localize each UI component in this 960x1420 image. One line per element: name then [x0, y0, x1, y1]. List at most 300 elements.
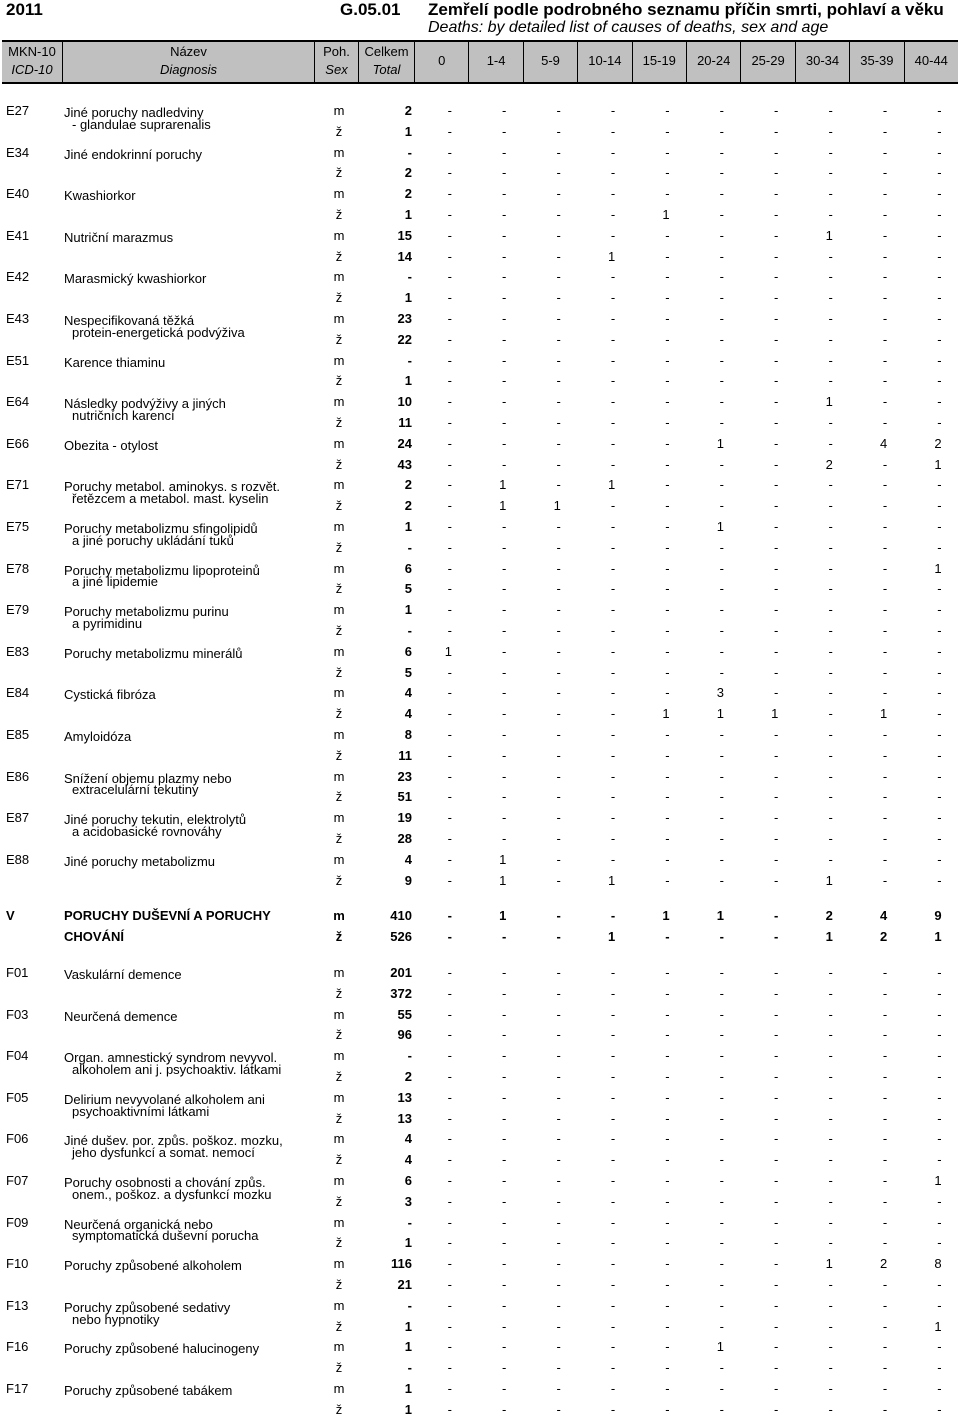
table-row: [0, 1024, 960, 1045]
total-cell: -: [407, 352, 412, 368]
diagnosis-name: Delirium nevyvolané alkoholem ani: [64, 1091, 265, 1107]
age-value-cell: -: [665, 664, 670, 680]
total-cell: 372: [390, 985, 412, 1001]
diagnosis-name: Kwashiorkor: [64, 188, 136, 204]
age-value-cell: -: [774, 331, 779, 347]
sex-cell: ž: [335, 789, 343, 805]
diagnosis-name: Jiné poruchy tekutin, elektrolytů: [64, 812, 247, 828]
age-value-cell: -: [610, 685, 616, 701]
total-cell: 1: [404, 519, 412, 534]
age-value-cell: -: [665, 1381, 670, 1396]
age-value-cell: -: [610, 727, 616, 742]
age-value-cell: -: [828, 831, 833, 846]
age-value-cell: -: [882, 103, 888, 118]
sex-cell: m: [333, 269, 345, 285]
diagnosis-name: Poruchy metabolizmu sfingolipidů: [64, 521, 258, 536]
age-value-cell: 2: [879, 929, 888, 945]
header-code: MKN-10 ICD-10: [8, 44, 56, 77]
age-value-cell: -: [719, 186, 724, 202]
sex-cell: m: [333, 1173, 345, 1188]
age-value-cell: -: [447, 539, 452, 555]
age-value-cell: -: [502, 1297, 507, 1313]
table-row: [0, 724, 960, 745]
age-value-cell: -: [774, 123, 779, 139]
age-value-cell: -: [774, 929, 779, 945]
age-value-cell: -: [828, 186, 833, 202]
table-row: [0, 1253, 960, 1274]
age-value-cell: 1: [825, 1256, 833, 1272]
age-value-cell: -: [882, 643, 888, 659]
total-cell: 1: [404, 123, 412, 139]
age-value-cell: -: [828, 1110, 833, 1126]
age-value-cell: -: [502, 352, 507, 368]
age-value-cell: -: [882, 685, 888, 701]
age-value-cell: 1: [607, 477, 616, 493]
age-value-cell: -: [665, 373, 670, 389]
age-value-cell: -: [937, 311, 942, 326]
age-value-cell: -: [556, 685, 561, 701]
age-value-cell: -: [556, 560, 561, 576]
age-value-cell: -: [610, 498, 616, 514]
age-value-cell: -: [665, 1256, 670, 1272]
age-value-cell: -: [556, 706, 561, 722]
diagnosis-name-line2: jeho dysfunkcí a somat. nemocí: [72, 1145, 255, 1161]
age-value-cell: -: [502, 207, 507, 222]
age-value-cell: -: [665, 872, 670, 888]
age-value-cell: -: [719, 248, 724, 264]
age-value-cell: -: [719, 207, 724, 222]
age-value-cell: -: [882, 1173, 888, 1188]
age-value-cell: -: [774, 435, 779, 451]
age-value-cell: -: [774, 186, 779, 202]
age-value-cell: -: [719, 456, 724, 472]
total-cell: 23: [397, 311, 412, 326]
sex-cell: ž: [335, 831, 343, 846]
age-value-cell: -: [719, 1110, 724, 1126]
age-value-cell: -: [937, 1360, 942, 1376]
age-value-cell: -: [937, 373, 942, 389]
age-value-cell: -: [828, 1006, 833, 1022]
age-value-cell: -: [447, 1152, 452, 1168]
age-value-cell: -: [447, 207, 452, 222]
total-cell: -: [407, 1360, 412, 1376]
diagnosis-code: E86: [6, 768, 30, 784]
age-value-cell: -: [447, 352, 452, 368]
sex-cell: m: [333, 727, 345, 742]
age-value-cell: -: [610, 456, 616, 472]
diagnosis-name: Neurčená organická nebo: [64, 1216, 213, 1232]
age-value-cell: -: [828, 623, 833, 638]
age-value-cell: -: [556, 1214, 561, 1230]
age-value-cell: -: [774, 456, 779, 472]
age-value-cell: -: [447, 331, 452, 347]
diagnosis-code: E64: [6, 394, 30, 410]
total-cell: 4: [404, 706, 412, 722]
age-value-cell: 8: [934, 1256, 942, 1272]
sex-cell: m: [333, 560, 345, 576]
sex-cell: ž: [335, 623, 343, 638]
total-cell: 2: [404, 1069, 412, 1084]
age-value-cell: -: [719, 851, 724, 867]
age-value-cell: -: [937, 1235, 942, 1251]
age-value-cell: 3: [716, 685, 724, 701]
age-value-cell: -: [882, 623, 888, 638]
age-value-cell: -: [447, 1173, 452, 1188]
age-value-cell: -: [828, 985, 833, 1001]
age-value-cell: -: [719, 1381, 724, 1396]
diagnosis-code: F07: [6, 1173, 29, 1188]
age-value-cell: -: [665, 1089, 670, 1105]
age-value-cell: -: [447, 851, 452, 867]
age-value-cell: -: [610, 227, 616, 243]
total-cell: 526: [390, 929, 412, 945]
age-value-cell: -: [556, 1297, 561, 1313]
diagnosis-code: E27: [6, 103, 30, 118]
age-value-cell: -: [774, 1131, 779, 1147]
age-value-cell: -: [719, 477, 724, 493]
age-value-cell: -: [828, 1360, 833, 1376]
age-value-cell: -: [719, 768, 724, 784]
age-value-cell: -: [719, 1360, 724, 1376]
total-cell: -: [407, 623, 412, 638]
age-value-cell: -: [556, 227, 561, 243]
age-value-cell: -: [774, 207, 779, 222]
age-value-cell: -: [882, 165, 888, 181]
age-value-cell: -: [610, 1006, 616, 1022]
age-value-cell: -: [937, 519, 942, 534]
total-cell: -: [407, 1297, 412, 1313]
age-value-cell: 2: [825, 456, 833, 472]
age-value-cell: -: [882, 456, 888, 472]
age-value-cell: -: [882, 831, 888, 846]
age-value-cell: -: [502, 789, 507, 805]
age-value-cell: -: [882, 269, 888, 285]
diagnosis-name: Nutriční marazmus: [64, 229, 174, 245]
age-value-cell: -: [719, 373, 724, 389]
age-value-cell: -: [719, 1214, 724, 1230]
diagnosis-code: E41: [6, 227, 30, 243]
diagnosis-name-line2: řetězcem a metabol. mast. kyselin: [72, 491, 269, 507]
age-value-cell: -: [556, 1089, 561, 1105]
age-value-cell: -: [556, 965, 561, 980]
age-value-cell: -: [610, 1339, 616, 1355]
diagnosis-code: F09: [6, 1214, 29, 1230]
age-value-cell: -: [882, 1318, 888, 1334]
age-value-cell: -: [665, 1401, 670, 1417]
age-value-cell: -: [665, 477, 670, 493]
age-value-cell: -: [610, 602, 616, 618]
age-value-cell: -: [502, 929, 507, 945]
age-value-cell: -: [882, 872, 888, 888]
age-value-cell: -: [882, 373, 888, 389]
age-value-cell: -: [774, 1277, 779, 1292]
diagnosis-name: Amyloidóza: [64, 729, 132, 744]
age-value-cell: -: [937, 352, 942, 368]
age-value-cell: -: [556, 1069, 561, 1084]
age-value-cell: -: [447, 560, 452, 576]
diagnosis-name-line2: onem., poškoz. a dysfunkcí mozku: [72, 1186, 272, 1202]
age-value-cell: -: [937, 1152, 942, 1168]
sex-cell: m: [333, 602, 345, 618]
table-row: [0, 454, 960, 475]
age-value-cell: -: [774, 965, 779, 980]
age-value-cell: -: [828, 1318, 833, 1334]
age-value-cell: -: [610, 394, 616, 410]
table-row: [0, 162, 960, 183]
table-row: [0, 183, 960, 204]
total-cell: 1: [404, 207, 412, 222]
age-value-cell: -: [447, 831, 452, 846]
age-value-cell: 1: [607, 872, 616, 888]
age-value-cell: -: [882, 810, 888, 826]
age-value-cell: -: [774, 851, 779, 867]
age-value-cell: -: [665, 394, 670, 410]
age-value-cell: -: [882, 1214, 888, 1230]
age-value-cell: -: [774, 103, 779, 118]
age-value-cell: -: [610, 165, 616, 181]
total-cell: 1: [404, 1318, 412, 1334]
total-cell: 43: [397, 456, 412, 472]
age-value-cell: -: [556, 1048, 561, 1064]
age-value-cell: -: [665, 1152, 670, 1168]
total-cell: 4: [404, 851, 412, 867]
age-value-cell: -: [719, 1277, 724, 1292]
age-value-cell: -: [502, 103, 507, 118]
header-age-40-44: 40-44: [904, 42, 958, 82]
age-value-cell: -: [828, 373, 833, 389]
age-value-cell: -: [937, 810, 942, 826]
diagnosis-code: F10: [6, 1256, 29, 1272]
table-row: [0, 849, 960, 870]
age-value-cell: -: [502, 831, 507, 846]
age-value-cell: -: [610, 1173, 616, 1188]
header-age-25-29: 25-29: [740, 42, 794, 82]
age-value-cell: -: [556, 207, 561, 222]
sex-cell: ž: [335, 985, 343, 1001]
age-value-cell: -: [937, 394, 942, 410]
age-value-cell: -: [556, 581, 561, 597]
sex-cell: m: [333, 1339, 345, 1355]
sex-cell: ž: [335, 373, 343, 389]
diagnosis-code: F04: [6, 1048, 29, 1064]
age-value-cell: -: [828, 1089, 833, 1105]
age-value-cell: -: [719, 560, 724, 576]
sex-cell: m: [333, 311, 345, 326]
age-value-cell: -: [774, 539, 779, 555]
age-value-cell: -: [665, 144, 670, 160]
age-value-cell: -: [556, 1381, 561, 1396]
age-value-cell: -: [937, 144, 942, 160]
age-value-cell: -: [937, 1277, 942, 1292]
age-value-cell: -: [502, 165, 507, 181]
total-cell: 13: [397, 1089, 412, 1105]
header-age-30-34: 30-34: [795, 42, 849, 82]
age-value-cell: -: [774, 1339, 779, 1355]
age-value-cell: -: [937, 1089, 942, 1105]
age-value-cell: -: [828, 1131, 833, 1147]
age-value-cell: -: [665, 1131, 670, 1147]
age-value-cell: -: [556, 186, 561, 202]
age-value-cell: -: [719, 352, 724, 368]
age-value-cell: -: [882, 1401, 888, 1417]
age-value-cell: -: [610, 1152, 616, 1168]
age-value-cell: -: [774, 1152, 779, 1168]
age-value-cell: -: [719, 539, 724, 555]
age-value-cell: -: [610, 831, 616, 846]
age-value-cell: -: [937, 1381, 942, 1396]
age-value-cell: -: [447, 1131, 452, 1147]
year: 2011: [6, 0, 43, 19]
total-cell: 1: [404, 1401, 412, 1417]
age-value-cell: -: [719, 1256, 724, 1272]
age-value-cell: 1: [607, 248, 616, 264]
age-value-cell: -: [610, 1318, 616, 1334]
age-value-cell: -: [774, 394, 779, 410]
age-value-cell: -: [447, 123, 452, 139]
sex-cell: m: [333, 435, 345, 451]
age-value-cell: -: [719, 498, 724, 514]
age-value-cell: -: [447, 602, 452, 618]
total-cell: 201: [390, 965, 412, 980]
sex-cell: ž: [335, 539, 343, 555]
diagnosis-name: Jiné poruchy metabolizmu: [64, 853, 216, 869]
sex-cell: m: [333, 103, 345, 118]
total-cell: -: [407, 539, 412, 555]
age-value-cell: -: [556, 435, 561, 451]
age-value-cell: -: [610, 269, 616, 285]
age-value-cell: -: [665, 581, 670, 597]
table-row: [0, 433, 960, 454]
age-value-cell: -: [937, 477, 942, 493]
age-value-cell: -: [828, 1214, 833, 1230]
age-value-cell: -: [610, 539, 616, 555]
age-value-cell: -: [502, 1318, 507, 1334]
age-value-cell: -: [502, 1256, 507, 1272]
age-value-cell: -: [447, 373, 452, 389]
age-value-cell: -: [882, 1006, 888, 1022]
age-value-cell: -: [937, 331, 942, 347]
age-value-cell: -: [937, 269, 942, 285]
age-value-cell: -: [774, 985, 779, 1001]
age-value-cell: -: [719, 810, 724, 826]
age-value-cell: -: [882, 331, 888, 347]
age-value-cell: -: [665, 810, 670, 826]
age-value-cell: -: [447, 103, 452, 118]
age-value-cell: -: [882, 1360, 888, 1376]
sex-cell: m: [333, 1214, 345, 1230]
sex-cell: ž: [335, 747, 343, 763]
age-value-cell: -: [610, 1381, 616, 1396]
age-value-cell: -: [610, 747, 616, 763]
sex-cell: m: [333, 1297, 345, 1313]
total-cell: 5: [404, 581, 412, 597]
total-cell: -: [407, 1048, 412, 1064]
age-value-cell: -: [828, 1277, 833, 1292]
age-value-cell: -: [665, 1006, 670, 1022]
age-value-cell: -: [447, 789, 452, 805]
age-value-cell: -: [828, 1235, 833, 1251]
age-value-cell: -: [447, 1048, 452, 1064]
age-value-cell: -: [719, 1297, 724, 1313]
age-value-cell: -: [774, 269, 779, 285]
age-value-cell: -: [937, 965, 942, 980]
age-value-cell: -: [719, 1173, 724, 1188]
age-value-cell: -: [665, 1173, 670, 1188]
table-row: [0, 1311, 960, 1337]
age-value-cell: -: [610, 560, 616, 576]
age-value-cell: -: [665, 269, 670, 285]
age-value-cell: -: [828, 248, 833, 264]
age-value-cell: -: [665, 1297, 670, 1313]
age-value-cell: -: [610, 1089, 616, 1105]
age-value-cell: -: [828, 602, 833, 618]
diagnosis-name: Poruchy metabolizmu purinu: [64, 604, 229, 620]
age-value-cell: -: [774, 1048, 779, 1064]
age-value-cell: -: [556, 727, 561, 742]
age-value-cell: -: [774, 643, 779, 659]
age-value-cell: -: [774, 373, 779, 389]
age-value-cell: -: [502, 311, 507, 326]
age-value-cell: -: [828, 1027, 833, 1043]
age-value-cell: -: [502, 1110, 507, 1126]
table-row: [0, 926, 960, 947]
age-value-cell: -: [610, 519, 616, 534]
age-value-cell: -: [882, 727, 888, 742]
age-value-cell: -: [828, 789, 833, 805]
sex-cell: m: [333, 519, 345, 534]
age-value-cell: -: [882, 290, 888, 306]
age-value-cell: -: [774, 1381, 779, 1396]
age-value-cell: -: [828, 123, 833, 139]
age-value-cell: -: [937, 706, 942, 722]
total-cell: 23: [397, 768, 412, 784]
age-value-cell: 1: [716, 519, 724, 534]
table-row: [0, 1378, 960, 1399]
diagnosis-code: E87: [6, 810, 30, 826]
diagnosis-name-line2: protein-energetická podvýživa: [72, 324, 245, 340]
table-row: [0, 1062, 960, 1087]
age-value-cell: -: [502, 560, 507, 576]
table-row: [0, 962, 960, 983]
age-value-cell: -: [719, 415, 724, 430]
age-value-cell: -: [502, 1339, 507, 1355]
age-value-cell: -: [447, 248, 452, 264]
total-cell: 21: [397, 1277, 412, 1292]
age-value-cell: -: [502, 1048, 507, 1064]
age-value-cell: -: [610, 186, 616, 202]
age-value-cell: -: [556, 1360, 561, 1376]
age-value-cell: 1: [662, 207, 670, 222]
age-value-cell: -: [665, 123, 670, 139]
age-value-cell: -: [665, 965, 670, 980]
header-age-15-19: 15-19: [632, 42, 686, 82]
diagnosis-code: F01: [6, 965, 29, 980]
age-value-cell: -: [447, 290, 452, 306]
age-value-cell: 1: [499, 477, 507, 493]
age-value-cell: -: [502, 331, 507, 347]
total-cell: 8: [404, 727, 412, 742]
age-value-cell: -: [556, 144, 561, 160]
age-value-cell: -: [556, 1401, 561, 1417]
total-cell: 2: [404, 165, 412, 181]
age-value-cell: -: [719, 1131, 724, 1147]
diagnosis-name: Jiné endokrinní poruchy: [64, 146, 203, 162]
title-czech: Zemřelí podle podrobného seznamu příčin smrti, pohlaví a věku: [428, 0, 944, 19]
header-age-5-9: 5-9: [523, 42, 577, 82]
age-value-cell: -: [610, 908, 616, 924]
diagnosis-name-line2: a jiné poruchy ukládání tuků: [72, 532, 234, 548]
age-value-cell: -: [556, 602, 561, 618]
